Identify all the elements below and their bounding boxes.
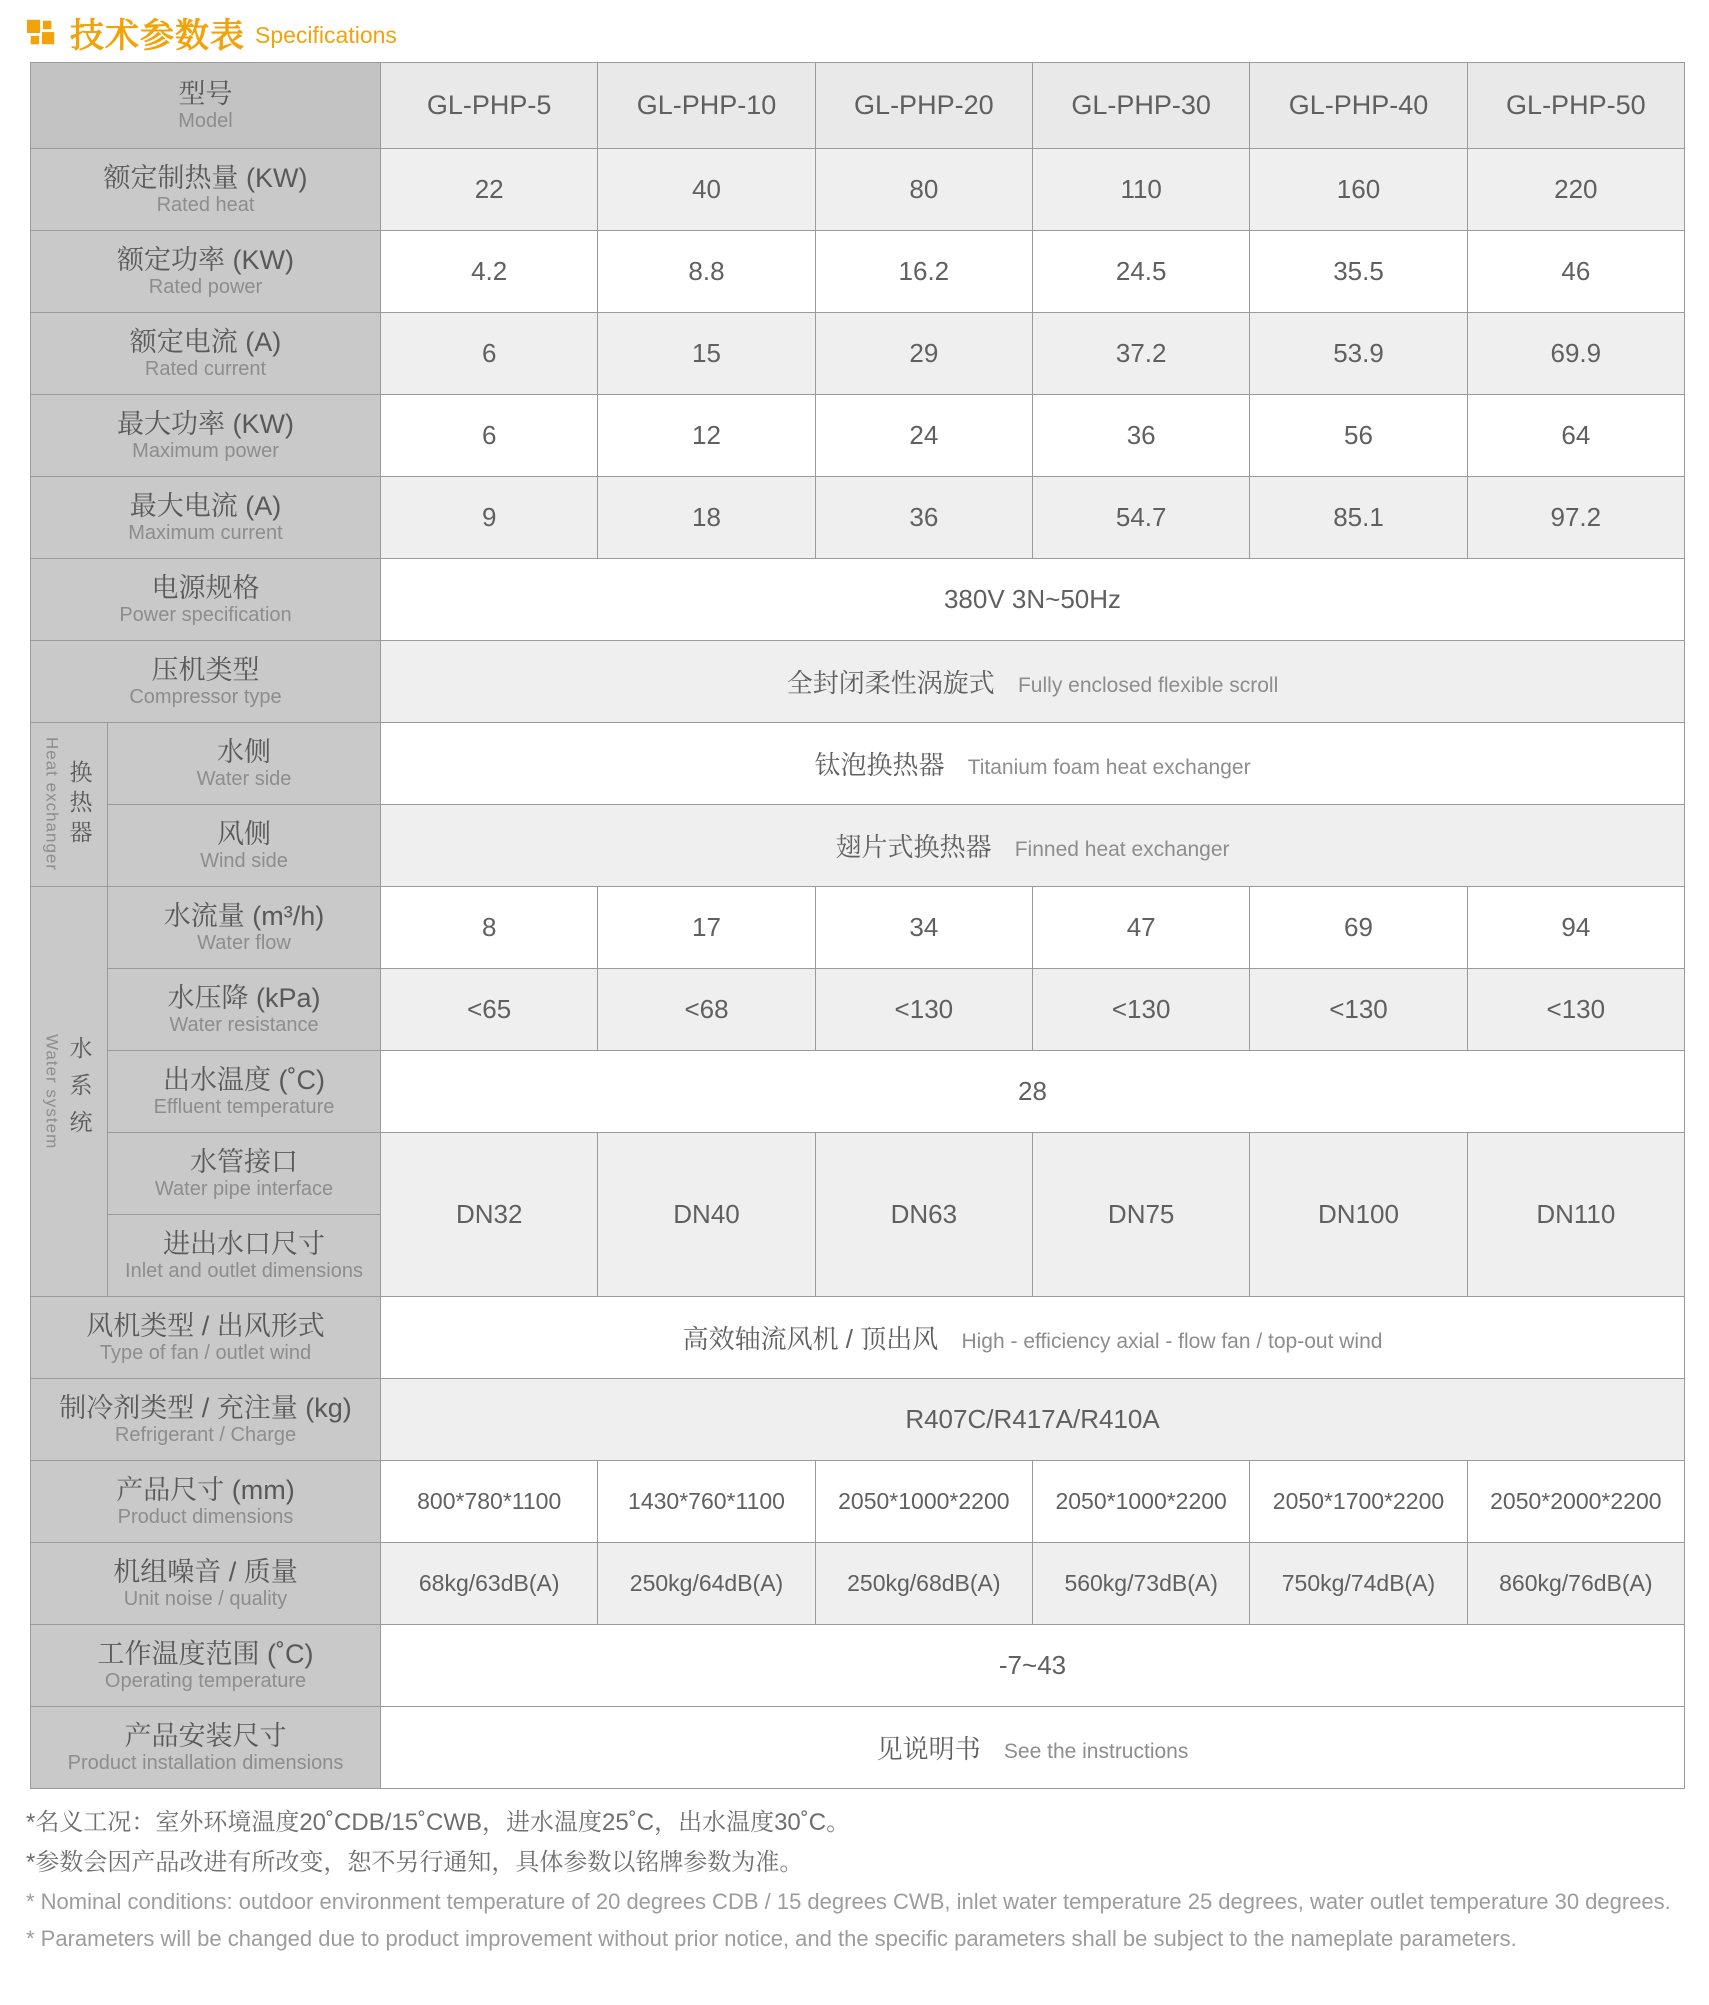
row-label-cell	[108, 1215, 381, 1297]
row-label-cell	[31, 1625, 381, 1707]
label-en: Effluent temperature	[153, 1096, 335, 1118]
model-label-cell	[31, 63, 381, 149]
value-cell: DN32	[381, 1133, 598, 1297]
value-cell: DN110	[1467, 1133, 1684, 1297]
value-zh: 高效轴流风机 / 顶出风	[682, 1324, 939, 1354]
value-cell: 9	[381, 477, 598, 559]
label-zh: 额定电流 (A)	[129, 327, 282, 357]
row-label-cell	[108, 887, 381, 969]
value-cell: 85.1	[1250, 477, 1467, 559]
label-en: Product dimensions	[117, 1506, 294, 1528]
row-label-cell	[31, 1297, 381, 1379]
model-name: GL-PHP-30	[1033, 63, 1250, 149]
value-zh: 见说明书	[876, 1734, 981, 1764]
row-label-cell	[31, 313, 381, 395]
row-label-cell	[31, 1379, 381, 1461]
group-heat-exchanger	[31, 723, 108, 887]
label-zh: 最大功率 (KW)	[117, 409, 294, 439]
label-zh: 水流量 (m³/h)	[163, 901, 325, 931]
value-cell: 35.5	[1250, 231, 1467, 313]
specifications-table	[30, 62, 1685, 1789]
value-cell: 2050*1700*2200	[1250, 1461, 1467, 1543]
row-max-power	[31, 395, 1685, 477]
row-fan-type	[31, 1297, 1685, 1379]
footnote-zh-2: *参数会因产品改进有所改变，恕不另行通知，具体参数以铭牌参数为准。	[26, 1849, 804, 1876]
model-name: GL-PHP-40	[1250, 63, 1467, 149]
value-cell: 94	[1467, 887, 1684, 969]
footnote-zh-1: *名义工况：室外环境温度20˚CDB/15˚CWB，进水温度25˚C，出水温度30˚C。	[26, 1809, 851, 1836]
value-cell: 4.2	[381, 231, 598, 313]
row-label-cell	[108, 969, 381, 1051]
value-zh: 全封闭柔性涡旋式	[786, 668, 995, 698]
model-name: GL-PHP-10	[598, 63, 815, 149]
row-label-cell	[108, 1133, 381, 1215]
value-cell: 47	[1033, 887, 1250, 969]
row-label-cell	[31, 1543, 381, 1625]
label-en: Inlet and outlet dimensions	[125, 1260, 363, 1282]
merged-value-cell	[381, 723, 1685, 805]
value-cell: 37.2	[1033, 313, 1250, 395]
group-label-en: Heat exchanger	[42, 737, 62, 872]
row-operating-temperature	[31, 1625, 1685, 1707]
value-cell: <130	[1250, 969, 1467, 1051]
model-name: GL-PHP-5	[381, 63, 598, 149]
value-cell: 18	[598, 477, 815, 559]
value-cell: 36	[815, 477, 1032, 559]
label-zh: 进出水口尺寸	[163, 1229, 325, 1259]
value-cell: 2050*2000*2200	[1467, 1461, 1684, 1543]
label-en: Water flow	[197, 932, 291, 954]
label-en: Wind side	[200, 850, 288, 872]
merged-value-cell	[381, 805, 1685, 887]
label-en: Refrigerant / Charge	[114, 1424, 297, 1446]
footnote-en-2: * Parameters will be changed due to product improvement without prior notice, and the specific parameters shall be subject to the nameplate parameters.	[26, 1926, 1517, 1951]
row-product-dimensions	[31, 1461, 1685, 1543]
header-row	[31, 63, 1685, 149]
row-wind-side	[31, 805, 1685, 887]
label-zh: 压机类型	[151, 655, 260, 685]
row-label-cell	[31, 231, 381, 313]
title-grid-icon	[26, 17, 58, 49]
value-cell: 29	[815, 313, 1032, 395]
page-title	[26, 8, 397, 57]
row-label-cell	[108, 723, 381, 805]
value-cell: 250kg/64dB(A)	[598, 1543, 815, 1625]
row-label-cell	[31, 641, 381, 723]
label-zh: 最大电流 (A)	[129, 491, 282, 521]
value-cell: 17	[598, 887, 815, 969]
row-rated-current	[31, 313, 1685, 395]
label-zh: 型号	[178, 79, 233, 109]
value-cell: 69.9	[1467, 313, 1684, 395]
value-cell: 24.5	[1033, 231, 1250, 313]
label-zh: 水侧	[217, 737, 271, 767]
label-zh: 产品尺寸 (mm)	[116, 1475, 295, 1505]
label-en: Water resistance	[169, 1014, 319, 1036]
value-cell: 800*780*1100	[381, 1461, 598, 1543]
label-zh: 水管接口	[190, 1147, 298, 1177]
value-cell: DN40	[598, 1133, 815, 1297]
row-label-cell	[31, 395, 381, 477]
merged-value-cell	[381, 1051, 1685, 1133]
value-en: Titanium foam heat exchanger	[967, 756, 1251, 779]
group-label-zh: 换热器	[66, 759, 93, 850]
row-water-resistance	[31, 969, 1685, 1051]
value-cell: 46	[1467, 231, 1684, 313]
page-title-en: Specifications	[255, 22, 397, 48]
footnotes	[26, 1806, 1684, 1954]
row-label-cell	[31, 477, 381, 559]
label-en: Operating temperature	[104, 1670, 307, 1692]
value-cell: 97.2	[1467, 477, 1684, 559]
value-cell: 1430*760*1100	[598, 1461, 815, 1543]
value-cell: 24	[815, 395, 1032, 477]
label-zh: 制冷剂类型 / 充注量 (kg)	[59, 1393, 352, 1423]
value-cell: 22	[381, 149, 598, 231]
label-en: Maximum current	[128, 522, 283, 544]
group-label-zh: 水系统	[66, 1036, 93, 1147]
value-text: R407C/R417A/R410A	[905, 1404, 1160, 1434]
label-zh: 额定制热量 (KW)	[103, 163, 308, 193]
value-en: Fully enclosed flexible scroll	[1017, 674, 1279, 697]
value-cell: DN63	[815, 1133, 1032, 1297]
value-cell: 64	[1467, 395, 1684, 477]
value-cell: 110	[1033, 149, 1250, 231]
value-cell: <68	[598, 969, 815, 1051]
model-name: GL-PHP-20	[815, 63, 1032, 149]
merged-value-cell	[381, 559, 1685, 641]
row-label-cell	[108, 805, 381, 887]
row-power-spec	[31, 559, 1685, 641]
value-en: Finned heat exchanger	[1014, 838, 1230, 861]
row-label-cell	[31, 1461, 381, 1543]
row-max-current	[31, 477, 1685, 559]
merged-value-cell	[381, 1297, 1685, 1379]
value-cell: 80	[815, 149, 1032, 231]
model-name: GL-PHP-50	[1467, 63, 1684, 149]
label-en: Rated power	[148, 276, 263, 298]
value-cell: 8.8	[598, 231, 815, 313]
value-cell: 56	[1250, 395, 1467, 477]
value-text: 28	[1018, 1076, 1047, 1106]
row-label-cell	[31, 1707, 381, 1789]
value-en: High - efficiency axial - flow fan / top-out wind	[961, 1330, 1383, 1353]
value-cell: 68kg/63dB(A)	[381, 1543, 598, 1625]
label-en: Unit noise / quality	[123, 1588, 288, 1610]
value-cell: <130	[815, 969, 1032, 1051]
label-en: Product installation dimensions	[67, 1752, 344, 1774]
label-en: Maximum power	[132, 440, 279, 462]
label-en: Type of fan / outlet wind	[99, 1342, 312, 1364]
label-zh: 风侧	[217, 819, 271, 849]
value-cell: <130	[1467, 969, 1684, 1051]
label-zh: 额定功率 (KW)	[117, 245, 294, 275]
label-en: Water pipe interface	[154, 1178, 334, 1200]
label-en: Rated heat	[156, 194, 255, 216]
label-zh: 机组噪音 / 质量	[113, 1557, 298, 1587]
value-cell: 2050*1000*2200	[1033, 1461, 1250, 1543]
value-cell: 860kg/76dB(A)	[1467, 1543, 1684, 1625]
value-cell: 40	[598, 149, 815, 231]
value-cell: 15	[598, 313, 815, 395]
row-compressor-type	[31, 641, 1685, 723]
value-zh: 翅片式换热器	[835, 832, 992, 862]
value-cell: 36	[1033, 395, 1250, 477]
label-en: Water side	[196, 768, 292, 790]
value-cell: 34	[815, 887, 1032, 969]
value-text: -7~43	[998, 1650, 1067, 1680]
row-installation-dimensions	[31, 1707, 1685, 1789]
label-zh: 产品安装尺寸	[124, 1721, 287, 1751]
group-label-en: Water system	[42, 1033, 62, 1150]
merged-value-cell	[381, 1379, 1685, 1461]
value-cell: 160	[1250, 149, 1467, 231]
value-cell: 53.9	[1250, 313, 1467, 395]
value-cell: 16.2	[815, 231, 1032, 313]
row-effluent-temperature	[31, 1051, 1685, 1133]
label-zh: 风机类型 / 出风形式	[86, 1311, 325, 1341]
value-zh: 钛泡换热器	[814, 750, 945, 780]
label-zh: 电源规格	[151, 573, 260, 603]
group-water-system	[31, 887, 108, 1297]
value-cell: 12	[598, 395, 815, 477]
label-zh: 工作温度范围 (˚C)	[97, 1639, 314, 1669]
label-zh: 水压降 (kPa)	[167, 983, 321, 1013]
label-en: Rated current	[144, 358, 267, 380]
value-cell: DN100	[1250, 1133, 1467, 1297]
value-cell: 250kg/68dB(A)	[815, 1543, 1032, 1625]
row-water-flow	[31, 887, 1685, 969]
value-cell: 750kg/74dB(A)	[1250, 1543, 1467, 1625]
value-cell: <65	[381, 969, 598, 1051]
value-cell: DN75	[1033, 1133, 1250, 1297]
value-cell: 6	[381, 395, 598, 477]
label-en: Compressor type	[129, 686, 282, 708]
merged-value-cell	[381, 641, 1685, 723]
value-text: 380V 3N~50Hz	[943, 584, 1122, 614]
value-cell: 54.7	[1033, 477, 1250, 559]
label-zh: 出水温度 (˚C)	[163, 1065, 325, 1095]
value-cell: <130	[1033, 969, 1250, 1051]
merged-value-cell	[381, 1625, 1685, 1707]
value-cell: 69	[1250, 887, 1467, 969]
merged-value-cell	[381, 1707, 1685, 1789]
row-rated-power	[31, 231, 1685, 313]
value-cell: 560kg/73dB(A)	[1033, 1543, 1250, 1625]
row-label-cell	[31, 559, 381, 641]
row-rated-heat	[31, 149, 1685, 231]
row-water-side	[31, 723, 1685, 805]
row-label-cell	[31, 149, 381, 231]
footnote-en-1: * Nominal conditions: outdoor environment temperature of 20 degrees CDB / 15 degrees CWB, inlet water temperature 25 degrees, water outlet temperature 30 degrees.	[26, 1889, 1671, 1914]
value-cell: 8	[381, 887, 598, 969]
label-en: Power specification	[119, 604, 292, 626]
value-cell: 2050*1000*2200	[815, 1461, 1032, 1543]
row-unit-noise	[31, 1543, 1685, 1625]
value-en: See the instructions	[1003, 1740, 1189, 1763]
value-cell: 6	[381, 313, 598, 395]
row-refrigerant	[31, 1379, 1685, 1461]
value-cell: 220	[1467, 149, 1684, 231]
page-title-zh: 技术参数表	[70, 17, 245, 55]
row-pipe-interface	[31, 1133, 1685, 1215]
row-label-cell	[108, 1051, 381, 1133]
label-en: Model	[178, 110, 233, 132]
